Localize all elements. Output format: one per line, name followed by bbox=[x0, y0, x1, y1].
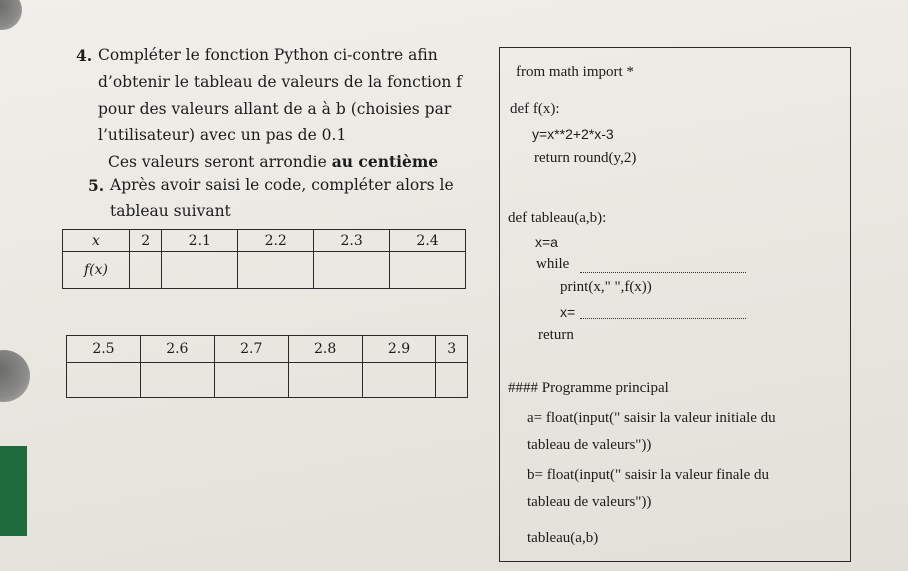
table-cell-x: 2.9 bbox=[362, 336, 436, 363]
question-5-number: 5. bbox=[88, 176, 105, 195]
code-return: return bbox=[538, 327, 574, 343]
table-cell-fx-empty bbox=[390, 252, 466, 289]
code-main-comment: #### Programme principal bbox=[508, 380, 669, 396]
question-5-line-1: Après avoir saisi le code, compléter alors le bbox=[110, 176, 454, 194]
binder-hole-bottom bbox=[0, 350, 30, 402]
table-row-x bbox=[63, 230, 466, 252]
rounding-text: Ces valeurs seront arrondie bbox=[108, 153, 332, 171]
python-code-box bbox=[499, 47, 851, 562]
table-cell-fx-empty bbox=[67, 363, 141, 398]
table-cell-x: 2.8 bbox=[288, 336, 362, 363]
code-expression: y=x**2+2*x-3 bbox=[532, 126, 614, 142]
table-header-x: x bbox=[63, 230, 130, 252]
green-divider-tab bbox=[0, 446, 27, 536]
values-table-1 bbox=[62, 229, 466, 289]
table-cell-x: 2 bbox=[130, 230, 162, 252]
binder-hole-top bbox=[0, 0, 22, 30]
table-cell-fx-empty bbox=[314, 252, 390, 289]
table-cell-fx-empty bbox=[362, 363, 436, 398]
table-cell-x: 3 bbox=[436, 336, 468, 363]
code-x-update: x= bbox=[560, 304, 576, 320]
question-5-line-2: tableau suivant bbox=[110, 202, 231, 220]
code-call-tableau: tableau(a,b) bbox=[527, 530, 599, 546]
question-4-line-3: pour des valeurs allant de a à b (choisies par bbox=[98, 100, 452, 118]
code-x-init: x=a bbox=[535, 234, 558, 250]
table-row-fx bbox=[67, 363, 468, 398]
table-cell-x: 2.5 bbox=[67, 336, 141, 363]
table-cell-x: 2.6 bbox=[140, 336, 214, 363]
question-4-line-4: l’utilisateur) avec un pas de 0.1 bbox=[98, 126, 347, 144]
table-cell-x: 2.2 bbox=[238, 230, 314, 252]
table-row-fx bbox=[63, 252, 466, 289]
table-cell-fx-empty bbox=[162, 252, 238, 289]
code-print: print(x," ",f(x)) bbox=[560, 279, 652, 295]
table-cell-fx-empty bbox=[140, 363, 214, 398]
code-def-f: def f(x): bbox=[510, 101, 560, 117]
code-return-round: return round(y,2) bbox=[534, 150, 637, 166]
question-4-line-2: d’obtenir le tableau de valeurs de la fonction f bbox=[98, 73, 462, 91]
code-import: from math import * bbox=[516, 64, 634, 80]
table-cell-fx-empty bbox=[214, 363, 288, 398]
code-input-b-line-2: tableau de valeurs")) bbox=[527, 494, 652, 510]
table-cell-fx-empty bbox=[238, 252, 314, 289]
code-while: while bbox=[536, 256, 570, 272]
table-cell-x: 2.3 bbox=[314, 230, 390, 252]
question-4-number: 4. bbox=[76, 46, 93, 65]
table-cell-fx-empty bbox=[288, 363, 362, 398]
values-table-2 bbox=[66, 335, 468, 398]
table-header-fx: f(x) bbox=[63, 252, 130, 289]
table-cell-x: 2.4 bbox=[390, 230, 466, 252]
table-row-x bbox=[67, 336, 468, 363]
code-def-tableau: def tableau(a,b): bbox=[508, 210, 607, 226]
while-blank-line bbox=[580, 272, 746, 273]
table-cell-fx-empty bbox=[436, 363, 468, 398]
x-update-blank-line bbox=[580, 318, 746, 319]
table-cell-x: 2.1 bbox=[162, 230, 238, 252]
table-cell-x: 2.7 bbox=[214, 336, 288, 363]
question-4-line-1: Compléter le fonction Python ci-contre afin bbox=[98, 46, 438, 64]
code-input-b-line-1: b= float(input(" saisir la valeur finale du bbox=[527, 467, 770, 483]
code-input-a-line-2: tableau de valeurs")) bbox=[527, 437, 652, 453]
rounding-bold-text: au centième bbox=[331, 152, 439, 171]
code-input-a-line-1: a= float(input(" saisir la valeur initiale du bbox=[527, 410, 776, 426]
table-cell-fx-empty bbox=[130, 252, 162, 289]
